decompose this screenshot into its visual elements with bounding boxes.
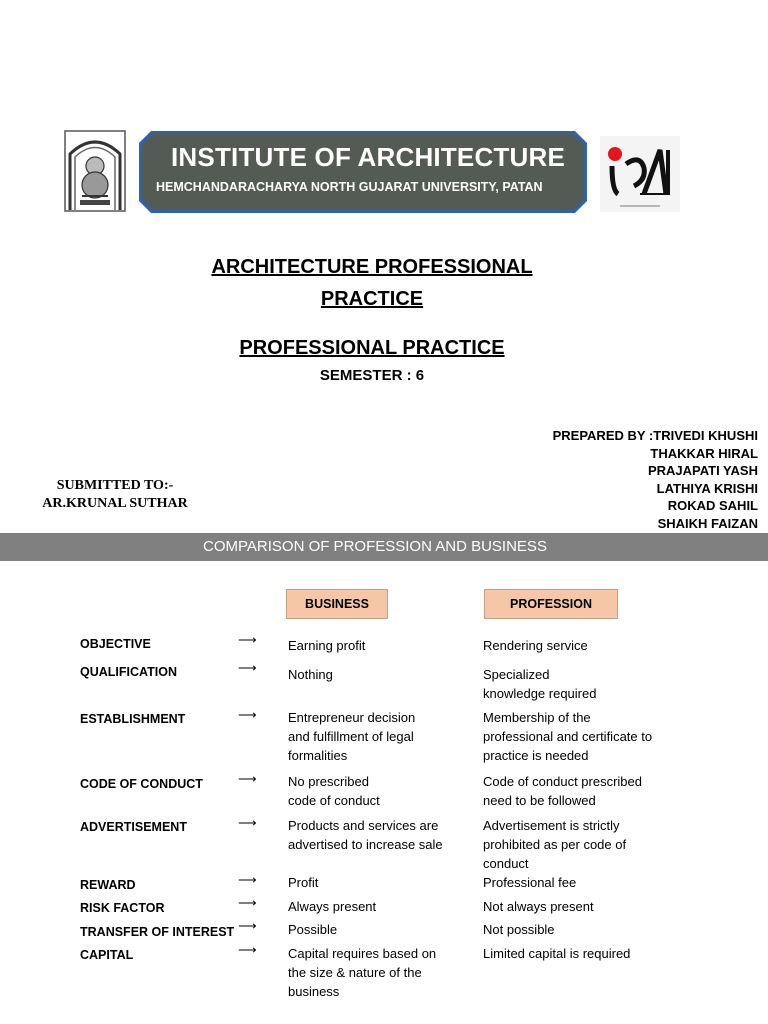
column-header-business: BUSINESS — [286, 589, 388, 619]
profession-cell: Professional fee — [483, 875, 577, 890]
team-member: LATHIYA KRISHI — [656, 480, 758, 496]
team-member: SHAIKH FAIZAN — [657, 515, 758, 531]
business-cell: Profit — [288, 875, 319, 890]
institute-name: INSTITUTE OF ARCHITECTURE — [171, 142, 566, 172]
row-label: QUALIFICATION — [80, 665, 177, 679]
submitted-to — [30, 477, 200, 513]
prepared-by-line: PREPARED BY :TRIVEDI KHUSHI — [552, 428, 758, 443]
business-cell: Products and services are advertised to increase sale — [288, 818, 443, 852]
arrow-icon: ⟶ — [238, 707, 257, 722]
semester-label: SEMESTER : 6 — [319, 367, 425, 384]
row-label: REWARD — [80, 878, 136, 892]
arrow-icon: ⟶ — [238, 632, 257, 647]
row-label: TRANSFER OF INTEREST — [80, 925, 235, 939]
profession-cell: Limited capital is required — [483, 946, 631, 961]
profession-cell: Membership of the professional and certificate to practice is needed — [483, 710, 653, 763]
profession-cell: Not possible — [483, 922, 555, 937]
arrow-icon: ⟶ — [238, 872, 257, 887]
profession-cell: Advertisement is strictly prohibited as per code of conduct — [483, 818, 627, 871]
course-title: ARCHITECTURE PROFESSIONAL PRACTICE — [211, 256, 533, 310]
business-cell: Possible — [288, 922, 338, 937]
arrow-icon: ⟶ — [238, 815, 257, 830]
business-cell: No prescribed code of conduct — [288, 774, 380, 808]
team-member: THAKKAR HIRAL — [650, 445, 758, 461]
business-cell: Capital requires based on the size & nature of the business — [288, 946, 437, 999]
arrow-icon: ⟶ — [238, 660, 257, 675]
submitted-name: AR.KRUNAL SUTHAR — [42, 496, 188, 511]
arrow-icon: ⟶ — [238, 895, 257, 910]
business-cell: Earning profit — [288, 638, 366, 653]
arrow-icon: ⟶ — [238, 771, 257, 786]
row-label: CODE OF CONDUCT — [80, 777, 203, 791]
arrow-icon: ⟶ — [238, 918, 257, 933]
profession-cell: Not always present — [483, 899, 594, 914]
profession-cell: Rendering service — [483, 638, 588, 653]
arrow-icon: ⟶ — [238, 942, 257, 957]
row-label: ESTABLISHMENT — [80, 712, 186, 726]
submitted-label: SUBMITTED TO:- — [56, 478, 174, 493]
profession-cell: Code of conduct prescribed need to be followed — [483, 774, 642, 808]
ioa-logo-icon — [600, 136, 680, 212]
team-member: PRAJAPATI YASH — [647, 463, 758, 478]
row-label: ADVERTISEMENT — [80, 820, 187, 834]
prepared-by-list — [553, 427, 758, 532]
profession-cell: Specialized knowledge required — [483, 667, 597, 701]
section-title: COMPARISON OF PROFESSION AND BUSINESS — [203, 538, 547, 555]
business-cell: Entrepreneur decision and fulfillment of legal formalities — [288, 710, 416, 763]
subject-title: PROFESSIONAL PRACTICE — [239, 337, 505, 359]
column-header-profession: PROFESSION — [484, 589, 618, 619]
business-cell: Always present — [288, 899, 377, 914]
row-label: RISK FACTOR — [80, 901, 165, 915]
university-name: HEMCHANDARACHARYA NORTH GUJARAT UNIVERSITY, PATAN — [156, 180, 543, 194]
university-seal-icon — [64, 130, 126, 212]
row-label: CAPITAL — [80, 948, 134, 962]
row-label: OBJECTIVE — [80, 637, 151, 651]
business-cell: Nothing — [288, 667, 333, 682]
team-member: ROKAD SAHIL — [667, 498, 758, 513]
